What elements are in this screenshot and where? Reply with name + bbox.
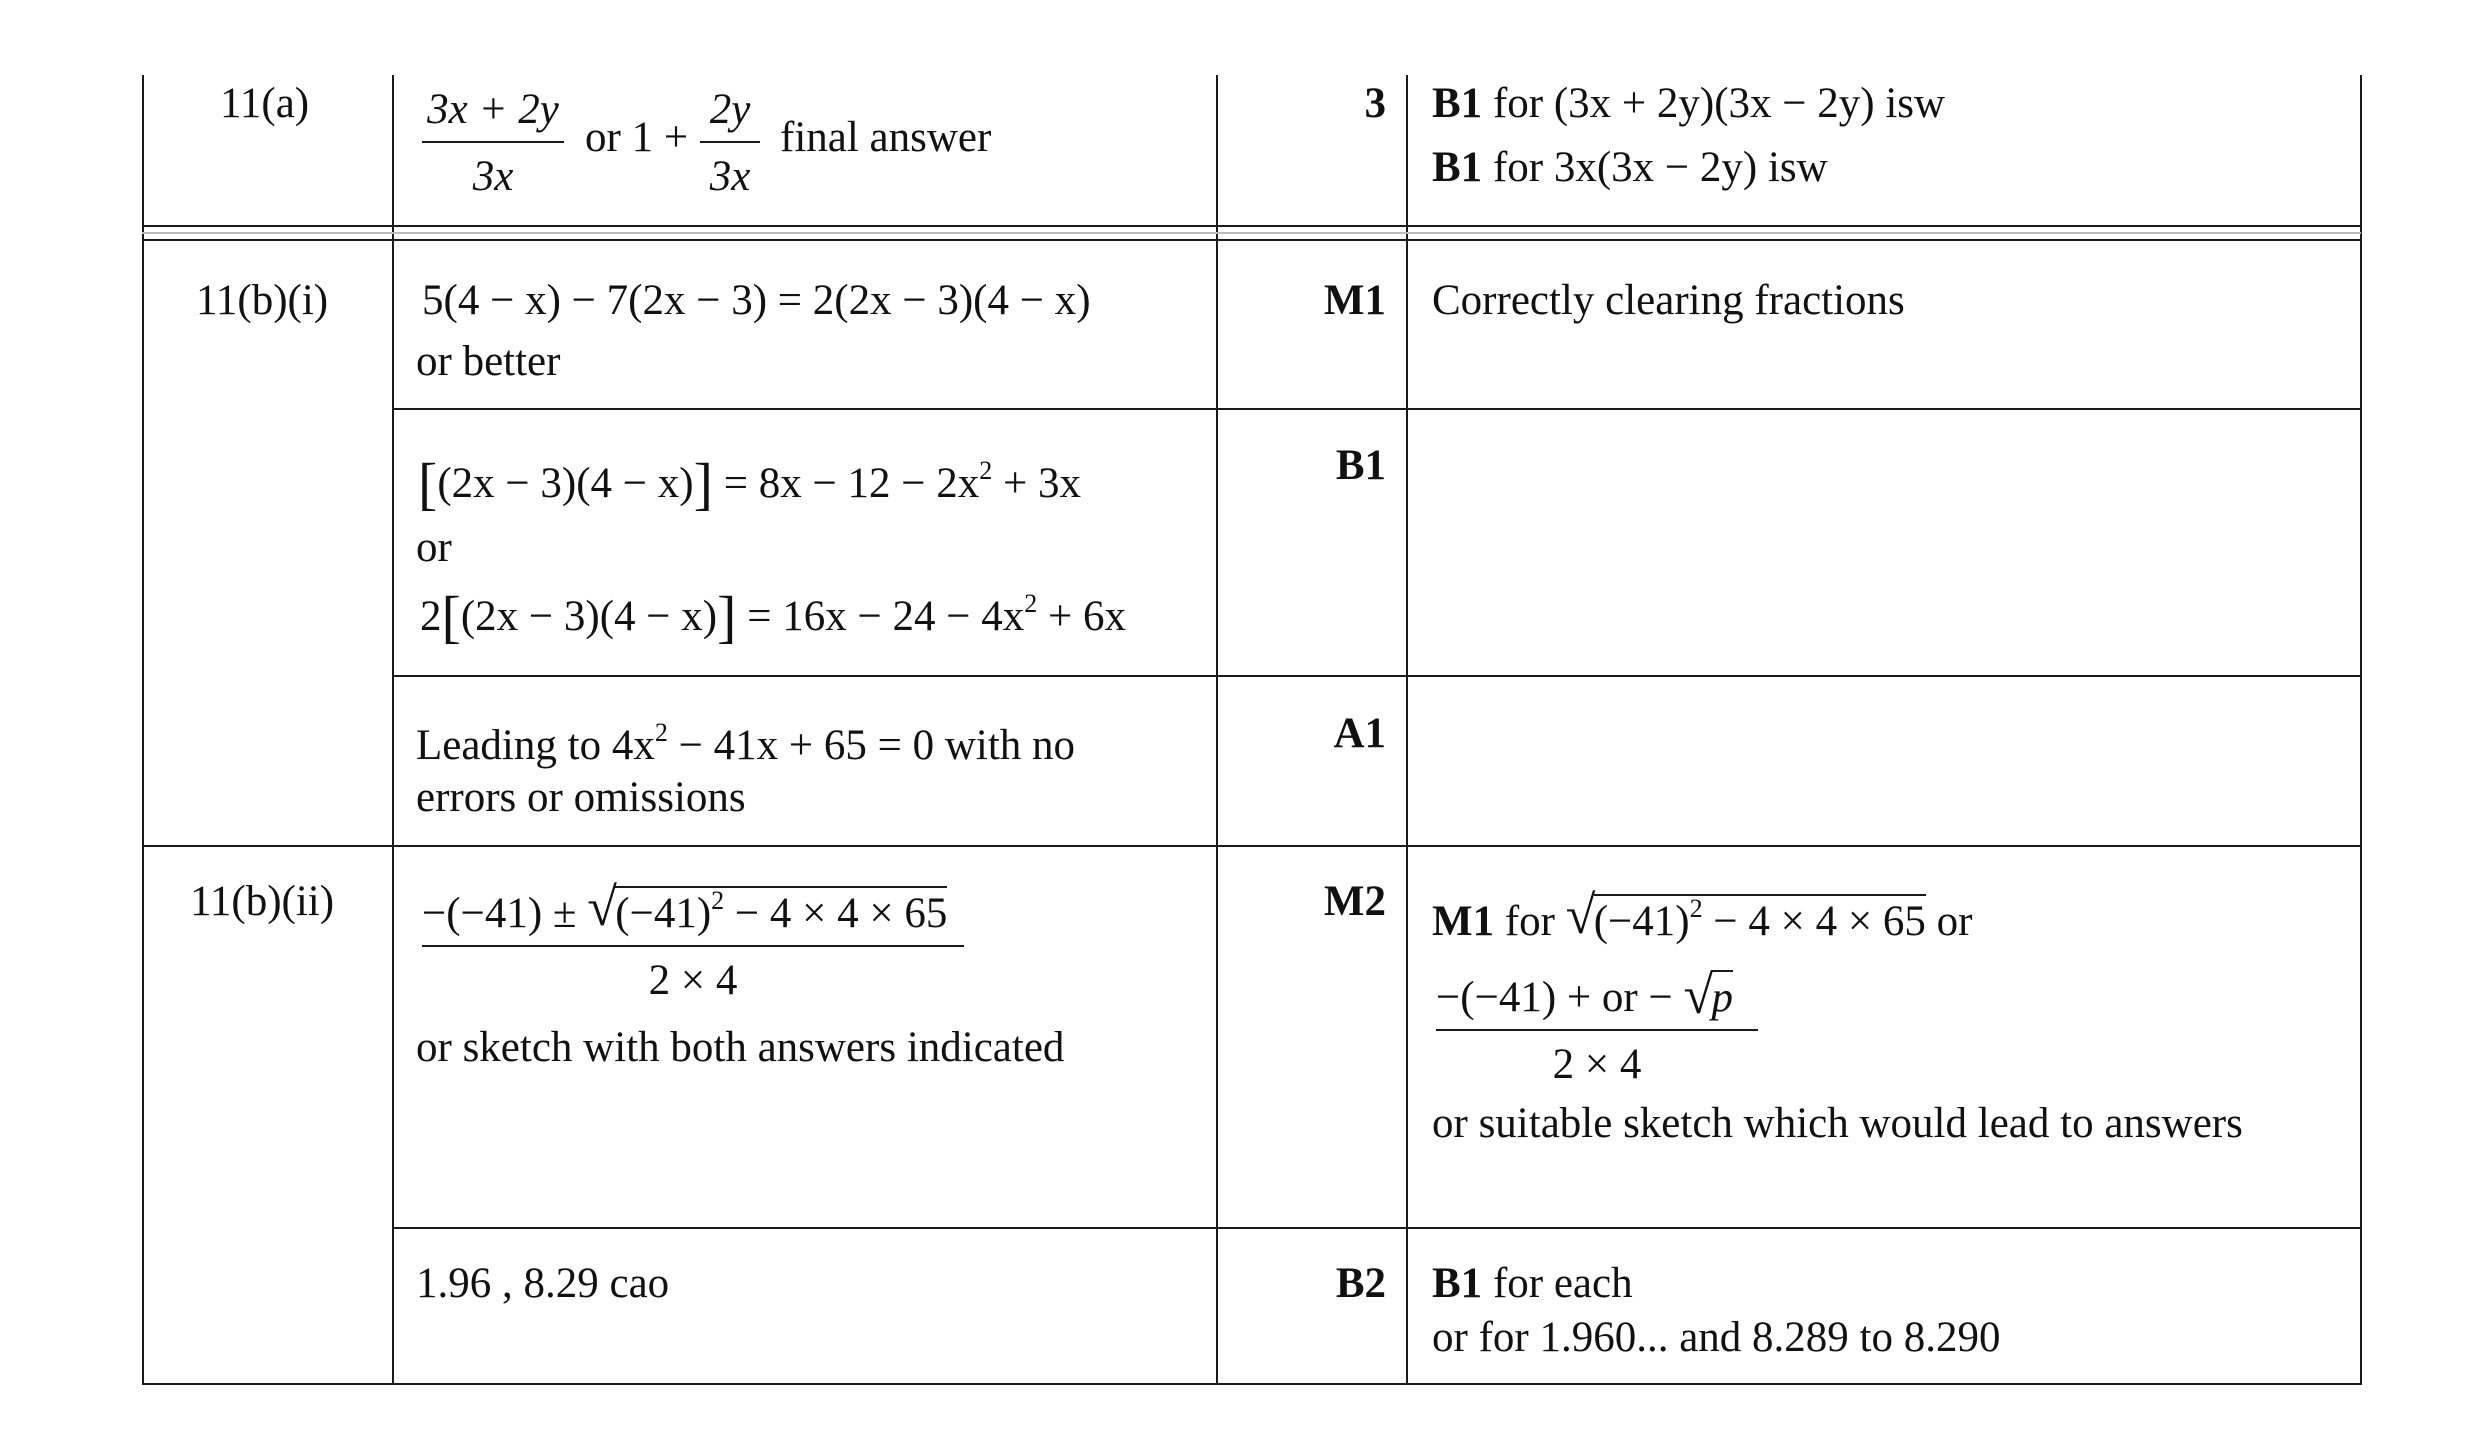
answer-line: errors or omissions — [416, 774, 746, 821]
mark-code: M1 — [1432, 898, 1495, 945]
formula-denominator: 2 × 4 — [648, 957, 738, 1004]
row-divider — [142, 845, 2362, 847]
guidance-text: Correctly clearing fractions — [1432, 277, 1905, 324]
mark-value: B1 — [1335, 442, 1386, 489]
mark-code: B1 — [1432, 144, 1483, 191]
answer-line: or — [416, 524, 452, 571]
radicand: $(-41)^2 - 4 \times 4 \times 65$ — [615, 886, 948, 937]
fraction-bar — [422, 141, 564, 143]
expansion-tail: + 3x — [1002, 460, 1081, 507]
table-border-right — [2360, 75, 2362, 1385]
expansion-tail: + 6x — [1047, 593, 1126, 640]
row-divider — [392, 675, 2362, 677]
formula-prefix: −(−41) ± — [422, 890, 577, 937]
answer-line — [416, 720, 1075, 767]
exponent: 2 — [654, 718, 668, 747]
exponent: 2 — [979, 456, 993, 485]
answer-text: with no — [944, 722, 1076, 769]
quadratic-lead: 4x — [611, 722, 655, 769]
table-border-left — [142, 75, 144, 1385]
answer-fraction — [700, 88, 760, 198]
expansion-rhs: = 8x − 12 − 2x — [723, 460, 980, 507]
answer-line — [420, 584, 1126, 649]
guidance-line: or for 1.960... and 8.289 to 8.290 — [1432, 1314, 2001, 1361]
guidance-text: for — [1504, 898, 1555, 945]
guidance-line — [1432, 1262, 1633, 1305]
mark-value: M2 — [1323, 878, 1386, 925]
answer-line: or sketch with both answers indicated — [416, 1024, 1065, 1071]
radicand: p — [1711, 970, 1733, 1021]
answer-fraction — [422, 88, 564, 198]
guidance-fraction — [1436, 965, 1758, 1088]
radicand: $(-41)^2 - 4 \times 4 \times 65$ — [1593, 894, 1926, 945]
guidance-line — [1432, 82, 1945, 125]
guidance-line — [1432, 885, 1973, 945]
expansion-rhs: = 16x − 24 − 4x — [747, 593, 1025, 640]
mark-value: A1 — [1333, 710, 1386, 757]
square-root — [1565, 885, 1926, 945]
guidance-text: for (3x + 2y)(3x − 2y) isw — [1492, 80, 1946, 127]
answer-line — [418, 451, 1081, 516]
mark-code: B1 — [1432, 80, 1483, 127]
answer-suffix: final answer — [780, 114, 992, 161]
bracket-right: ] — [717, 584, 737, 649]
fraction-bar — [700, 141, 760, 143]
table-border-bottom — [142, 1383, 2362, 1385]
radical-sign: √ — [1565, 885, 1596, 945]
row-divider — [392, 408, 2362, 410]
fraction-numerator: −(−41) + or − √ p — [1436, 965, 1733, 1025]
coefficient: 2 — [420, 593, 442, 640]
guidance-line — [1432, 146, 1828, 189]
bracket-left: [ — [418, 451, 438, 516]
guidance-text: for 3x(3x − 2y) isw — [1492, 144, 1828, 191]
answer-text: Leading to — [416, 722, 602, 769]
guidance-text: for each — [1492, 1260, 1633, 1307]
answer-line: or better — [416, 338, 561, 385]
mark-value: M1 — [1323, 277, 1386, 324]
column-divider-marks — [1216, 75, 1218, 1385]
answer-line: 1.96 , 8.29 cao — [416, 1260, 670, 1307]
mark-value: B2 — [1335, 1260, 1386, 1307]
guidance-text: or — [1936, 898, 1973, 945]
question-number: 11(a) — [220, 80, 310, 127]
row-divider — [392, 1227, 2362, 1229]
expansion-lhs: (2x − 3)(4 − x) — [437, 460, 694, 507]
guidance-text: or suitable sketch which would lead to answers — [1432, 1100, 2243, 1147]
fraction-denominator: 3x — [472, 153, 514, 200]
section-separator — [142, 225, 2361, 241]
column-divider-guidance — [1406, 75, 1408, 1385]
answer-line: 5(4 − x) − 7(2x − 3) = 2(2x − 3)(4 − x) — [422, 277, 1091, 324]
mark-code: B1 — [1432, 1260, 1483, 1307]
bracket-right: ] — [693, 451, 713, 516]
fraction-numerator: 2y — [709, 86, 751, 133]
fraction-denominator: 2 × 4 — [1552, 1041, 1642, 1088]
mark-value: 3 — [1364, 80, 1386, 127]
quadratic-tail: − 41x + 65 = 0 — [678, 722, 935, 769]
question-number: 11(b)(ii) — [190, 878, 335, 925]
fraction-bar — [1436, 1029, 1758, 1031]
radical-sign: √ — [587, 877, 617, 937]
question-number: 11(b)(i) — [196, 277, 329, 324]
formula-numerator — [422, 877, 964, 937]
square-root — [587, 877, 948, 937]
fraction-bar — [422, 945, 964, 947]
square-root — [1683, 965, 1733, 1025]
fraction-denominator: 3x — [709, 153, 751, 200]
column-divider-answer — [392, 75, 394, 1385]
exponent: 2 — [1024, 589, 1038, 618]
answer-connector: or 1 + — [585, 114, 689, 161]
fraction-numerator: 3x + 2y — [427, 86, 559, 133]
expansion-lhs: (2x − 3)(4 − x) — [460, 593, 718, 640]
bracket-left: [ — [441, 584, 461, 649]
quadratic-formula — [422, 877, 964, 1004]
radical-sign: √ — [1683, 965, 1714, 1025]
